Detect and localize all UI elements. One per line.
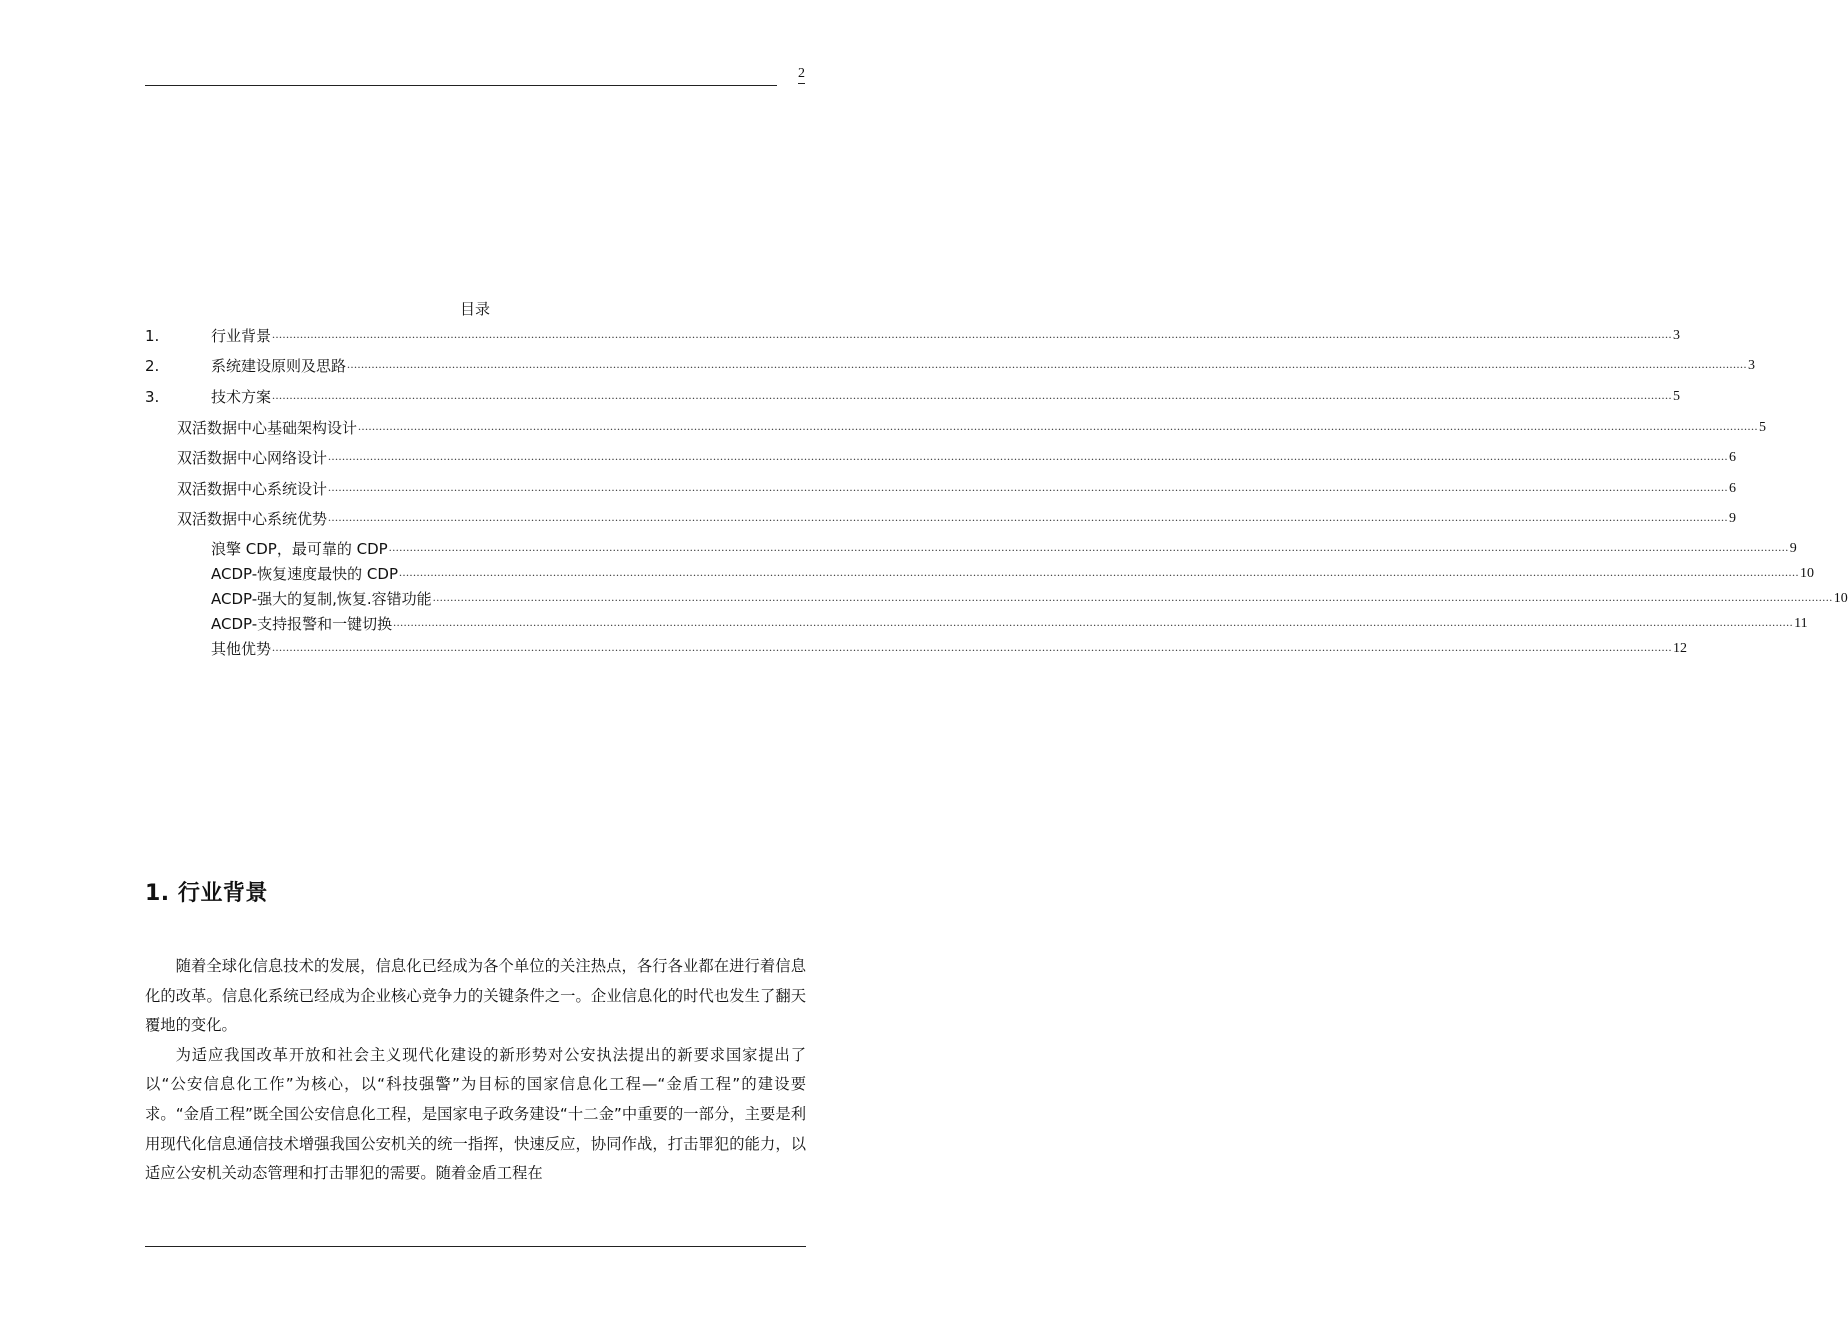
toc-entry[interactable] — [145, 446, 1737, 468]
toc-leader-dots: ................................................................................................................................................................................................................................................................................................................................................................................................................ — [388, 540, 1789, 554]
toc-entry-page: 11 — [1794, 616, 1808, 631]
toc-entry-page: 9 — [1789, 541, 1797, 556]
toc-entry-label: 系统建设原则及思路 — [211, 357, 347, 375]
toc-entry-label: 双活数据中心系统优势 — [177, 510, 328, 528]
toc-entry-page: 10 — [1833, 591, 1848, 606]
toc-entry-label: 其他优势 — [211, 640, 272, 658]
toc-entry[interactable] — [145, 385, 1681, 407]
toc-entry-page: 3 — [1673, 328, 1681, 343]
toc-leader-dots: ................................................................................................................................................................................................................................................................................................................................................................................................................ — [272, 327, 1673, 341]
toc-entry-page: 5 — [1673, 389, 1681, 404]
toc-entry-page: 6 — [1729, 481, 1737, 496]
toc-entry-label: 行业背景 — [211, 327, 272, 345]
toc-entry[interactable] — [145, 637, 1688, 659]
toc-entry[interactable] — [145, 416, 1767, 438]
toc-leader-dots: ................................................................................................................................................................................................................................................................................................................................................................................................................ — [393, 615, 1794, 629]
page-number: 2 — [798, 66, 805, 84]
toc-entry[interactable] — [145, 324, 1681, 346]
toc-entry[interactable] — [145, 507, 1737, 529]
body-text — [145, 952, 806, 1189]
toc-entry-number: 1. — [145, 327, 160, 345]
toc-entry[interactable] — [145, 537, 1797, 559]
toc-entry-label: 双活数据中心系统设计 — [177, 480, 328, 498]
toc-entry[interactable] — [145, 562, 1814, 584]
toc-leader-dots: ................................................................................................................................................................................................................................................................................................................................................................................................................ — [432, 590, 1833, 604]
toc-entry-label: ACDP-强大的复制,恢复.容错功能 — [211, 590, 432, 608]
toc-entry[interactable] — [145, 587, 1848, 609]
toc-leader-dots: ................................................................................................................................................................................................................................................................................................................................................................................................................ — [347, 357, 1748, 371]
footer-rule — [145, 1246, 806, 1247]
toc-entry-label: 双活数据中心基础架构设计 — [177, 419, 358, 437]
toc-entry[interactable] — [145, 477, 1737, 499]
toc-entry-label: ACDP-支持报警和一键切换 — [211, 615, 393, 633]
toc-entry-label: 双活数据中心网络设计 — [177, 449, 328, 467]
toc-leader-dots: ................................................................................................................................................................................................................................................................................................................................................................................................................ — [328, 480, 1729, 494]
toc-entry-label: 技术方案 — [211, 388, 272, 406]
toc-entry-page: 9 — [1729, 511, 1737, 526]
toc-entry-number: 3. — [145, 388, 160, 406]
toc-entry-number: 2. — [145, 357, 160, 375]
toc-leader-dots: ................................................................................................................................................................................................................................................................................................................................................................................................................ — [272, 640, 1673, 654]
toc-entry-page: 10 — [1800, 566, 1814, 581]
toc-leader-dots: ................................................................................................................................................................................................................................................................................................................................................................................................................ — [328, 449, 1729, 463]
toc-leader-dots: ................................................................................................................................................................................................................................................................................................................................................................................................................ — [358, 419, 1759, 433]
header-rule — [145, 85, 777, 86]
toc-entry-label: 浪擎 CDP，最可靠的 CDP — [211, 540, 388, 558]
paragraph: 随着全球化信息技术的发展，信息化已经成为各个单位的关注热点，各行各业都在进行着信息化的改革。信息化系统已经成为企业核心竞争力的关键条件之一。企业信息化的时代也发生了翻天覆地的变化。 — [145, 957, 806, 1035]
toc-entry[interactable] — [145, 612, 1808, 634]
toc-entry-page: 12 — [1673, 641, 1688, 656]
paragraph: 为适应我国改革开放和社会主义现代化建设的新形势对公安执法提出的新要求国家提出了以“公安信息化工作”为核心，以“科技强警”为目标的国家信息化工程—“金盾工程”的建设要求。“金盾工程”既全国公安信息化工程，是国家电子政务建设“十二金”中重要的一部分，主要是利用现代化信息通信技术增强我国公安机关的统一指挥，快速反应，协同作战，打击罪犯的能力，以适应公安机关动态管理和打击罪犯的需要。随着金盾工程在 — [145, 1045, 806, 1183]
toc-entry-page: 6 — [1729, 450, 1737, 465]
toc-entry-page: 5 — [1759, 420, 1767, 435]
toc-entry-page: 3 — [1748, 358, 1756, 373]
toc-leader-dots: ................................................................................................................................................................................................................................................................................................................................................................................................................ — [399, 565, 1799, 579]
toc-leader-dots: ................................................................................................................................................................................................................................................................................................................................................................................................................ — [272, 388, 1673, 402]
toc-title: 目录 — [459, 300, 490, 318]
section-heading: 1. 行业背景 — [145, 881, 268, 906]
toc-leader-dots: ................................................................................................................................................................................................................................................................................................................................................................................................................ — [328, 510, 1729, 524]
toc-entry[interactable] — [145, 354, 1756, 376]
toc-entry-label: ACDP-恢复速度最快的 CDP — [211, 565, 398, 583]
